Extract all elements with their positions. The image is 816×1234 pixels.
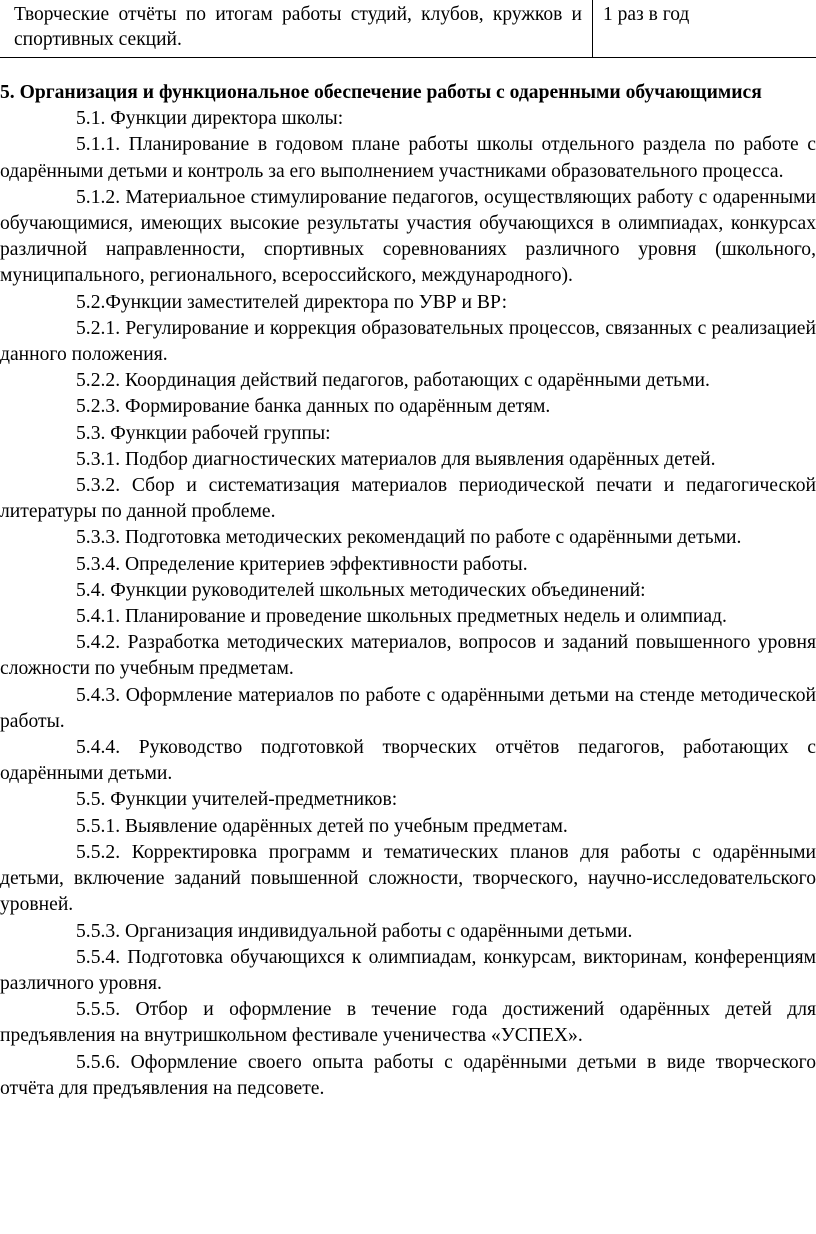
paragraph: 5.2.Функции заместителей директора по УВР и ВР: (76, 291, 508, 313)
paragraph: 5.5.4. Подготовка обучающихся к олимпиадам, конкурсам, викторинам, конференциям различного уровня. (0, 946, 816, 994)
paragraph: 5.3.3. Подготовка методических рекомендаций по работе с одарёнными детьми. (76, 527, 742, 549)
paragraph: 5.2.2. Координация действий педагогов, работающих с одарёнными детьми. (76, 370, 710, 392)
paragraph: 5.5. Функции учителей-предметников: (76, 789, 398, 811)
table-row (0, 0, 816, 58)
paragraph: 5.5.3. Организация индивидуальной работы с одарёнными детьми. (76, 920, 633, 942)
paragraph-list (0, 106, 816, 1102)
paragraph: 5.4.1. Планирование и проведение школьных предметных недель и олимпиад. (76, 606, 727, 628)
paragraph: 5.4.2. Разработка методических материалов, вопросов и заданий повышенного уровня сложности по учебным предметам. (0, 632, 816, 680)
paragraph: 5.4.3. Оформление материалов по работе с одарёнными детьми на стенде методической работы. (0, 684, 816, 732)
paragraph: 5.3.2. Сбор и систематизация материалов периодической печати и педагогической литературы по данной проблеме. (0, 475, 816, 523)
paragraph: 5.1.2. Материальное стимулирование педагогов, осуществляющих работу с одаренными обучающимися, имеющих высокие результаты участия обучающихся в олимпиадах, конкурсах различной направленности, спортивных соревнованиях различного уровня (школьного, муниципального, регионального, всероссийского, международного). (0, 186, 816, 287)
paragraph: 5.2.3. Формирование банка данных по одарённым детям. (76, 396, 551, 418)
paragraph: 5.5.1. Выявление одарённых детей по учебным предметам. (76, 815, 568, 837)
section-heading: 5. Организация и функциональное обеспечение работы с одаренными обучающимися (0, 82, 762, 103)
paragraph: 5.5.6. Оформление своего опыта работы с одарёнными детьми в виде творческого отчёта для предъявления на педсовете. (0, 1051, 816, 1099)
schedule-table (0, 0, 816, 58)
paragraph: 5.4. Функции руководителей школьных методических объединений: (76, 579, 646, 601)
paragraph: 5.3.4. Определение критериев эффективности работы. (76, 553, 528, 575)
paragraph: 5.5.2. Корректировка программ и тематических планов для работы с одарёнными детьми, включение заданий повышенной сложности, творческого, научно-исследовательского уровней. (0, 841, 816, 916)
document-body (0, 80, 816, 1102)
table-cell-frequency: 1 раз в год (593, 0, 816, 58)
paragraph: 5.2.1. Регулирование и коррекция образовательных процессов, связанных с реализацией данного положения. (0, 317, 816, 366)
paragraph: 5.1.1. Планирование в годовом плане работы школы отдельного раздела по работе с одарёнными детьми и контроль за его выполнением участниками образовательного процесса. (0, 134, 816, 182)
paragraph: 5.1. Функции директора школы: (76, 108, 344, 130)
paragraph: 5.3. Функции рабочей группы: (76, 422, 331, 444)
table-cell-activity: Творческие отчёты по итогам работы студий, клубов, кружков и спортивных секций. (0, 0, 593, 58)
paragraph: 5.4.4. Руководство подготовкой творческих отчётов педагогов, работающих с одарёнными детьми. (0, 737, 816, 785)
paragraph: 5.3.1. Подбор диагностических материалов для выявления одарённых детей. (76, 448, 716, 470)
paragraph: 5.5.5. Отбор и оформление в течение года достижений одарённых детей для предъявления на внутришкольном фестивале ученичества «УСПЕХ». (0, 999, 816, 1047)
